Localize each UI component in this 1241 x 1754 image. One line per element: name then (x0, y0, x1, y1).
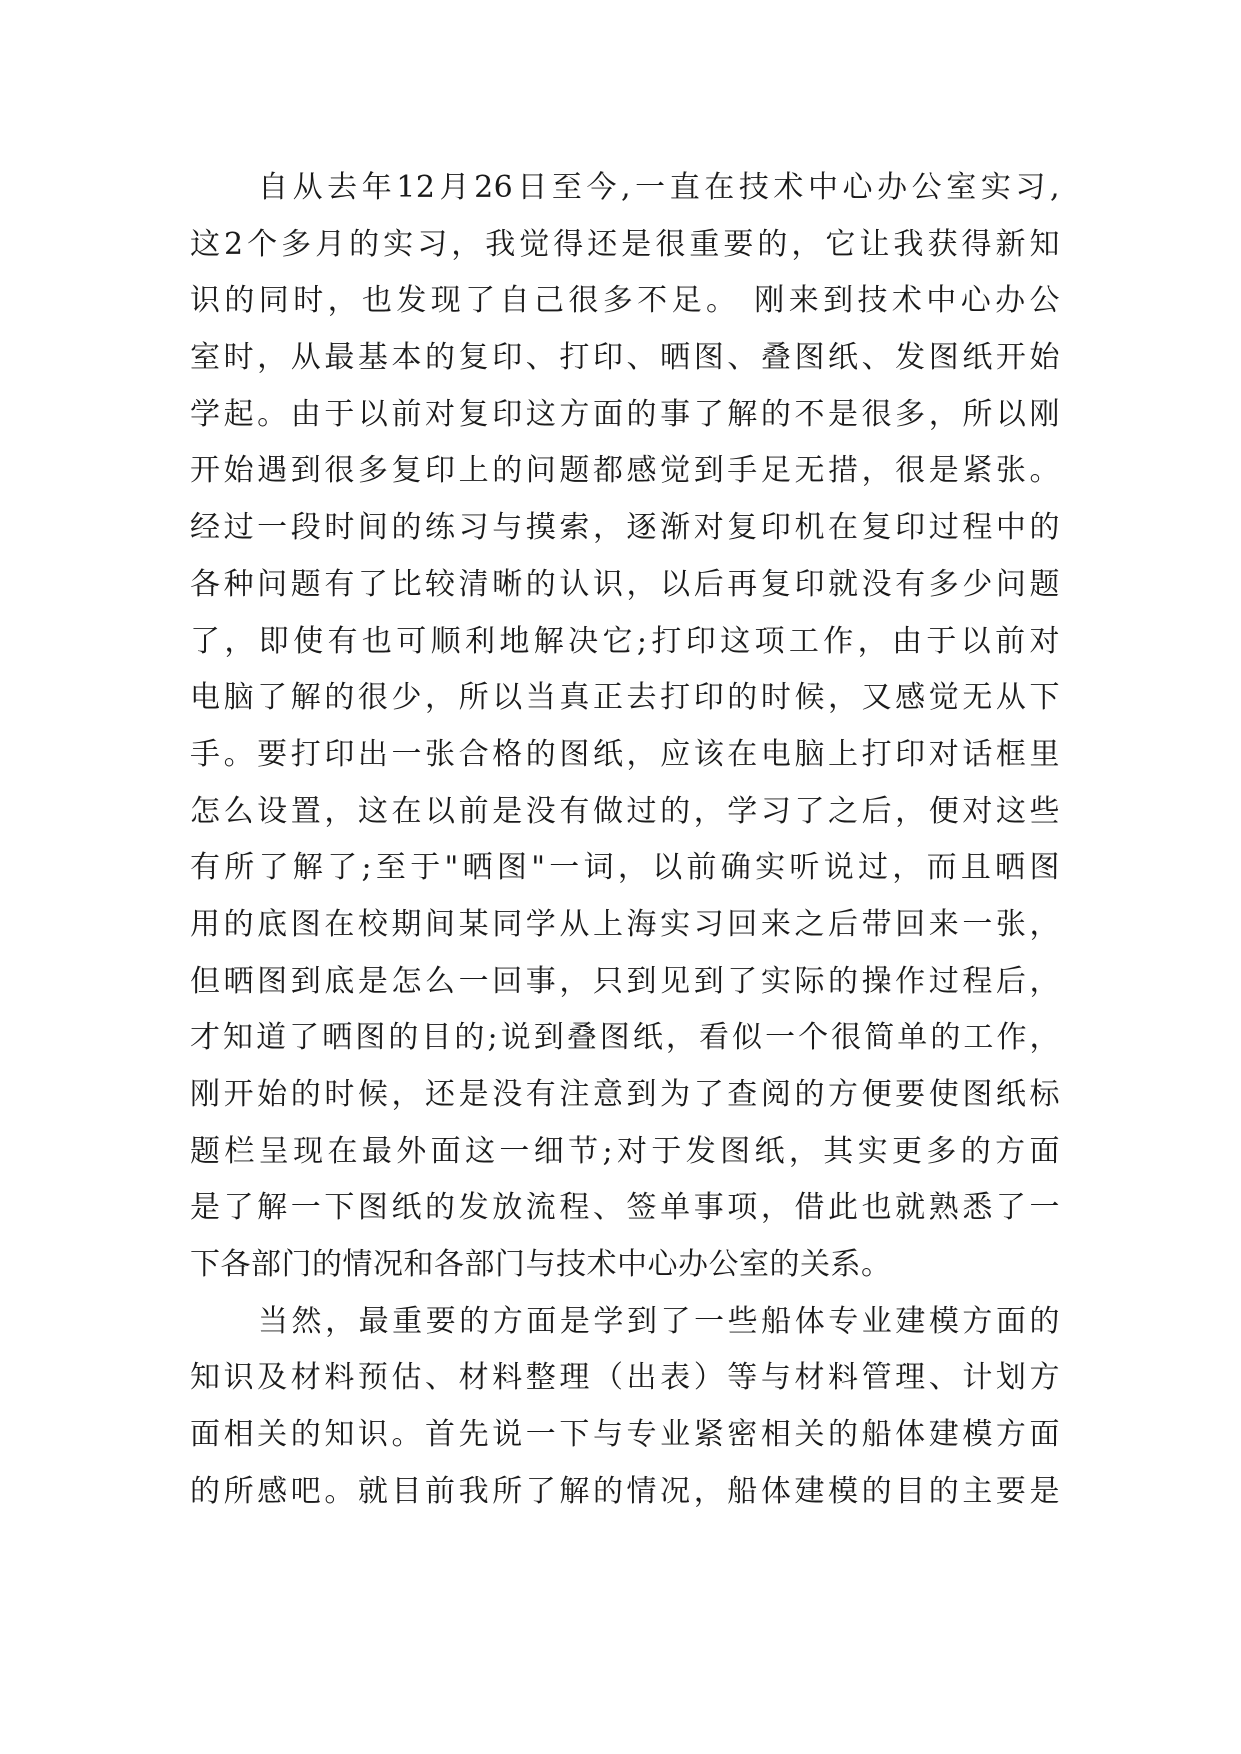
text-line: 了，即使有也可顺利地解决它;打印这项工作，由于以前对 (190, 623, 1060, 659)
text-line: 用的底图在校期间某同学从上海实习回来之后带回来一张， (190, 906, 1060, 942)
text-line: 室时，从最基本的复印、打印、晒图、叠图纸、发图纸开始 (190, 340, 1060, 376)
text-line: 学起。由于以前对复印这方面的事了解的不是很多，所以刚 (190, 396, 1060, 432)
text-line: 这2个多月的实习，我觉得还是很重要的，它让我获得新知 (190, 226, 1060, 262)
text-line: 手。要打印出一张合格的图纸，应该在电脑上打印对话框里 (190, 736, 1060, 772)
text-line: 经过一段时间的练习与摸索，逐渐对复印机在复印过程中的 (190, 510, 1060, 546)
text-line: 识的同时，也发现了自己很多不足。 刚来到技术中心办公 (190, 283, 1060, 319)
text-line: 电脑了解的很少，所以当真正去打印的时候，又感觉无从下 (190, 680, 1060, 716)
text-line: 知识及材料预估、材料整理（出表）等与材料管理、计划方 (190, 1360, 1060, 1396)
text-line: 自从去年12月26日至今,一直在技术中心办公室实习, (258, 170, 1060, 205)
text-line: 各种问题有了比较清晰的认识，以后再复印就没有多少问题 (190, 566, 1060, 602)
text-line: 当然，最重要的方面是学到了一些船体专业建模方面的 (258, 1303, 1060, 1339)
text-line: 有所了解了;至于"晒图"一词，以前确实听说过，而且晒图 (190, 850, 1060, 886)
text-line: 下各部门的情况和各部门与技术中心办公室的关系。 (190, 1247, 892, 1283)
text-line: 是了解一下图纸的发放流程、签单事项，借此也就熟悉了一 (190, 1190, 1060, 1226)
body-text (190, 160, 1060, 1521)
text-line: 怎么设置，这在以前是没有做过的，学习了之后，便对这些 (190, 793, 1060, 829)
text-line: 刚开始的时候，还是没有注意到为了查阅的方便要使图纸标 (190, 1077, 1060, 1112)
text-line: 开始遇到很多复印上的问题都感觉到手足无措，很是紧张。 (190, 453, 1060, 489)
text-line: 才知道了晒图的目的;说到叠图纸，看似一个很简单的工作， (190, 1020, 1060, 1056)
text-line: 题栏呈现在最外面这一细节;对于发图纸，其实更多的方面 (190, 1133, 1060, 1169)
text-line: 面相关的知识。首先说一下与专业紧密相关的船体建模方面 (190, 1417, 1060, 1453)
text-line: 的所感吧。就目前我所了解的情况，船体建模的目的主要是 (190, 1473, 1060, 1509)
text-line: 但晒图到底是怎么一回事，只到见到了实际的操作过程后， (190, 963, 1060, 999)
